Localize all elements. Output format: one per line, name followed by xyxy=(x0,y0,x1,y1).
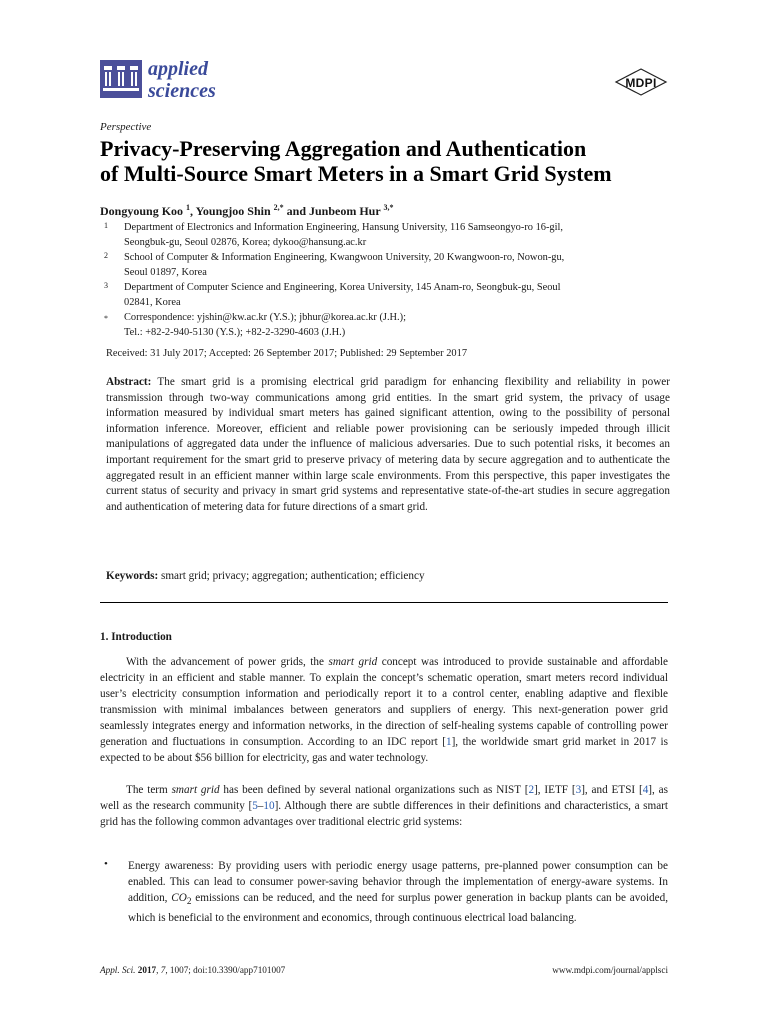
text-run: concept was introduced to provide sustainable and affordable electricity in an efficient and stable manner. To explain the concept’s schematic operation, smart meters record individual user’s electricity consumption information and periodically report it to a control center, enabling adaptive and flexible transmission with minimal imbalances between generators and suppliers of energy. This next-generation power grid seamlessly integrates energy and information networks, in the direction of self-healing systems capable of controlling power generation and fluctuations in consumption. According to an IDC report [ xyxy=(100,656,669,748)
author-separator: , xyxy=(190,204,196,218)
affiliation-3 xyxy=(100,280,670,310)
author-name: Junbeom Hur xyxy=(309,204,381,218)
text-run: With the advancement of power grids, the xyxy=(126,656,329,668)
intro-paragraph-1 xyxy=(100,654,668,766)
bullet-item xyxy=(128,858,668,926)
bullet-icon: • xyxy=(104,858,108,870)
text-run: ], and ETSI [ xyxy=(581,784,643,796)
footer-volume: 7 xyxy=(160,965,166,975)
affiliation-mark: 1 xyxy=(104,221,108,230)
keywords-label: Keywords: xyxy=(106,570,159,582)
text-run: ], the worldwide smart grid market in 2017 is expected to be about $56 billion for electricity, gas and water technology. xyxy=(100,736,668,764)
author-name: Dongyoung Koo xyxy=(100,204,184,218)
journal-abbrev: Appl. Sci. xyxy=(100,965,136,975)
text-run: emissions can be reduced, and the need for surplus power generation in backup plants can be avoided, which is beneficial to the environment and economics, through continuous electrical load balancing. xyxy=(128,892,668,925)
footer-doi: , 1007; doi:10.3390/app7101007 xyxy=(165,965,286,975)
publisher-name: MDPI xyxy=(625,76,657,90)
keywords-text: smart grid; privacy; aggregation; authentication; efficiency xyxy=(161,570,425,582)
correspondence-phones: Tel.: +82-2-940-5130 (Y.S.); +82-2-3290-4603 (J.H.) xyxy=(124,327,346,338)
journal-name-line1: applied xyxy=(148,58,208,80)
affiliation-mark: 3 xyxy=(104,281,108,290)
text-run: Energy awareness: By providing users with periodic energy usage patterns, pre-planned power consumption can be enabled. This can lead to consumer power-saving behavior through the implementation of energy-aware systems. In addition, xyxy=(128,860,668,904)
text-run: ], as well as the research community [ xyxy=(100,784,668,812)
citation-link[interactable]: 4 xyxy=(642,784,649,796)
journal-logo xyxy=(100,60,142,98)
italic-term: smart grid xyxy=(171,784,220,796)
text-run: ], IETF [ xyxy=(534,784,576,796)
author-affiliation-mark: 1 xyxy=(186,203,191,212)
affiliation-1 xyxy=(100,220,670,250)
footer-url[interactable]: www.mdpi.com/journal/applsci xyxy=(552,965,668,975)
text-run: has been defined by several national organizations such as NIST [ xyxy=(219,784,529,796)
author-list xyxy=(100,203,393,219)
title-line-1: Privacy-Preserving Aggregation and Authentication xyxy=(100,136,587,161)
text-run: – xyxy=(257,800,264,812)
citation-link[interactable]: 10 xyxy=(263,800,275,812)
affiliation-2 xyxy=(100,250,670,280)
author-separator: and xyxy=(283,204,309,218)
author-affiliation-mark: 2,* xyxy=(273,203,284,212)
citation-link[interactable]: 5 xyxy=(252,800,258,812)
affiliation-line: Department of Computer Science and Engineering, Korea University, 145 Anam-ro, Seongbuk-gu, Seoul xyxy=(124,282,561,293)
affiliation-line: 02841, Korea xyxy=(124,297,181,308)
article-type: Perspective xyxy=(100,121,152,133)
citation-link[interactable]: 1 xyxy=(445,736,452,748)
text-run: The term xyxy=(126,784,172,796)
text-run: ]. Although there are subtle differences in their definitions and characteristics, a smart grid has the following common advantages over traditional electric grid systems: xyxy=(100,800,668,828)
affiliation-line: School of Computer & Information Engineering, Kwangwoon University, 20 Kwangwoon-ro, Nowon-gu, xyxy=(124,252,565,263)
italic-term: smart grid xyxy=(328,656,378,668)
affiliation-line: Seoul 01897, Korea xyxy=(124,267,207,278)
correspondence-emails: Correspondence: yjshin@kw.ac.kr (Y.S.); jbhur@korea.ac.kr (J.H.); xyxy=(124,312,407,323)
section-divider xyxy=(100,602,668,603)
keywords xyxy=(106,570,425,582)
publication-dates: Received: 31 July 2017; Accepted: 26 September 2017; Published: 29 September 2017 xyxy=(106,348,468,359)
author-affiliation-mark: 3,* xyxy=(383,203,394,212)
abstract xyxy=(106,375,670,515)
chemical-formula: CO xyxy=(171,892,187,904)
abstract-label: Abstract: xyxy=(106,376,152,388)
article-title xyxy=(100,136,680,186)
section-heading: 1. Introduction xyxy=(100,631,172,643)
correspondence-mark: * xyxy=(104,314,108,323)
author-name: Youngjoo Shin xyxy=(195,204,271,218)
affiliation-line: Department of Electronics and Information Engineering, Hansung University, 116 Samseongyo-ro 16-gil, xyxy=(124,222,563,233)
title-line-2: of Multi-Source Smart Meters in a Smart Grid System xyxy=(100,161,612,186)
intro-paragraph-2 xyxy=(100,782,668,830)
correspondence xyxy=(100,310,670,340)
abstract-text: The smart grid is a promising electrical grid paradigm for enhancing flexibility and reliability in power transmission through two-way communications among grid entities. In the smart grid system, the privacy of usage information measured by individual smart meters has gained significant attention, owing to the possibility of personal information inference. Moreover, efficient and reliable power provisioning can be seriously impeded through illicit manipulations of aggregated data under the influence of malicious adversaries. Due to such potential risks, it becomes an important requirement for the smart grid to preserve privacy of metering data by secure aggregation and to authenticate the aggregated result in an efficient manner within large scale environments. From this perspective, this paper investigates the current status of security and privacy in smart grid systems and representative state-of-the-art studies in secure aggregation and authentication of metering data for future directions of a smart grid. xyxy=(106,376,670,513)
citation-link[interactable]: 2 xyxy=(528,784,535,796)
journal-name-line2: sciences xyxy=(148,80,216,102)
publisher-logo xyxy=(614,68,668,96)
affiliation-mark: 2 xyxy=(104,251,108,260)
footer-year: 2017 xyxy=(137,965,157,975)
affiliation-line: Seongbuk-gu, Seoul 02876, Korea; dykoo@hansung.ac.kr xyxy=(124,237,367,248)
footer-citation: Appl. Sci. 2017, 7, 1007; doi:10.3390/app7101007 xyxy=(100,965,286,975)
citation-link[interactable]: 3 xyxy=(575,784,582,796)
journal-name xyxy=(148,58,216,102)
subscript: 2 xyxy=(186,897,192,908)
